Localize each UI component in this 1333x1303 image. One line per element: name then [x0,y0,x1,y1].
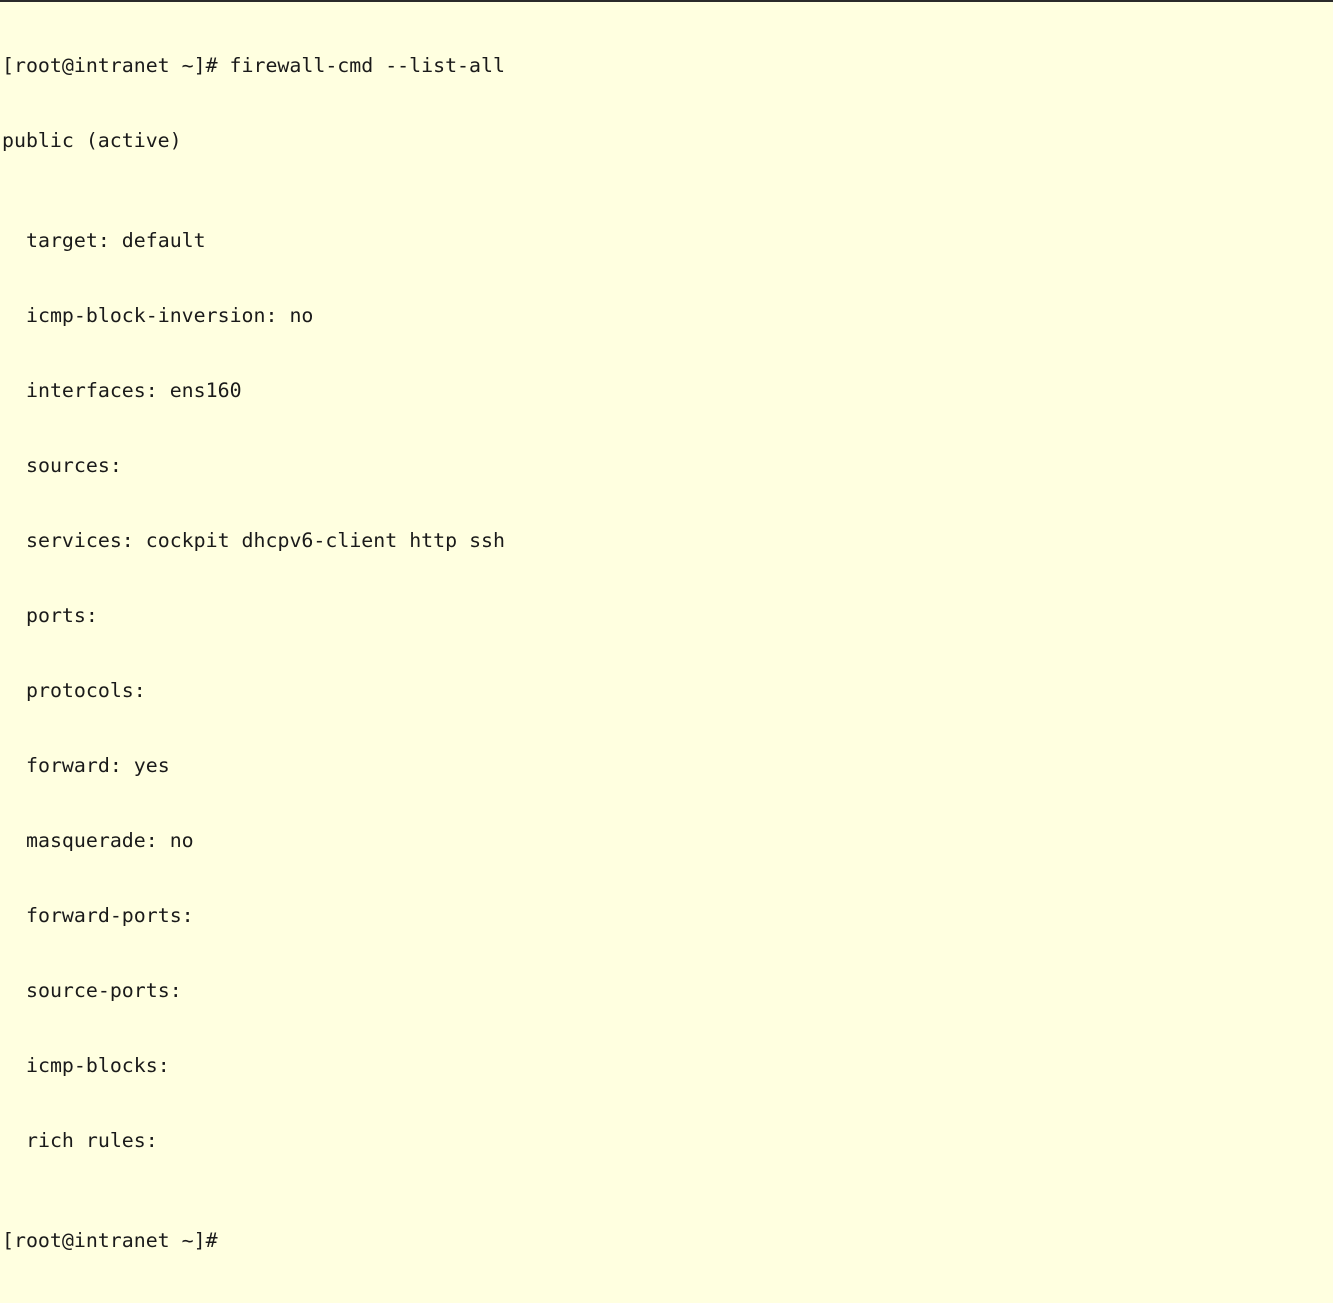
final-prompt-line[interactable] [2,1228,505,1253]
output-line-sources: sources: [26,454,122,477]
output-line-target: target: default [26,229,206,252]
terminal-output [2,3,505,1303]
shell-prompt: [root@intranet ~]# [2,54,230,77]
output-line-forward: forward: yes [26,754,170,777]
shell-prompt-final: [root@intranet ~]# [2,1229,218,1252]
output-line-rich-rules: rich rules: [26,1129,158,1152]
output-line-forward-ports: forward-ports: [26,904,194,927]
command-line [2,53,505,78]
output-line-services: services: cockpit dhcpv6-client http ssh [26,529,506,552]
output-line-interfaces: interfaces: ens160 [26,379,242,402]
terminal-window[interactable] [0,2,1333,1252]
output-line-masquerade: masquerade: no [26,829,194,852]
output-line-icmp-blocks: icmp-blocks: [26,1054,170,1077]
output-line-ports: ports: [26,604,98,627]
output-line-protocols: protocols: [26,679,146,702]
command-text: firewall-cmd --list-all [229,54,505,77]
zone-header: public (active) [2,129,182,152]
output-line-source-ports: source-ports: [26,979,182,1002]
output-line-icmp-block-inversion: icmp-block-inversion: no [26,304,314,327]
